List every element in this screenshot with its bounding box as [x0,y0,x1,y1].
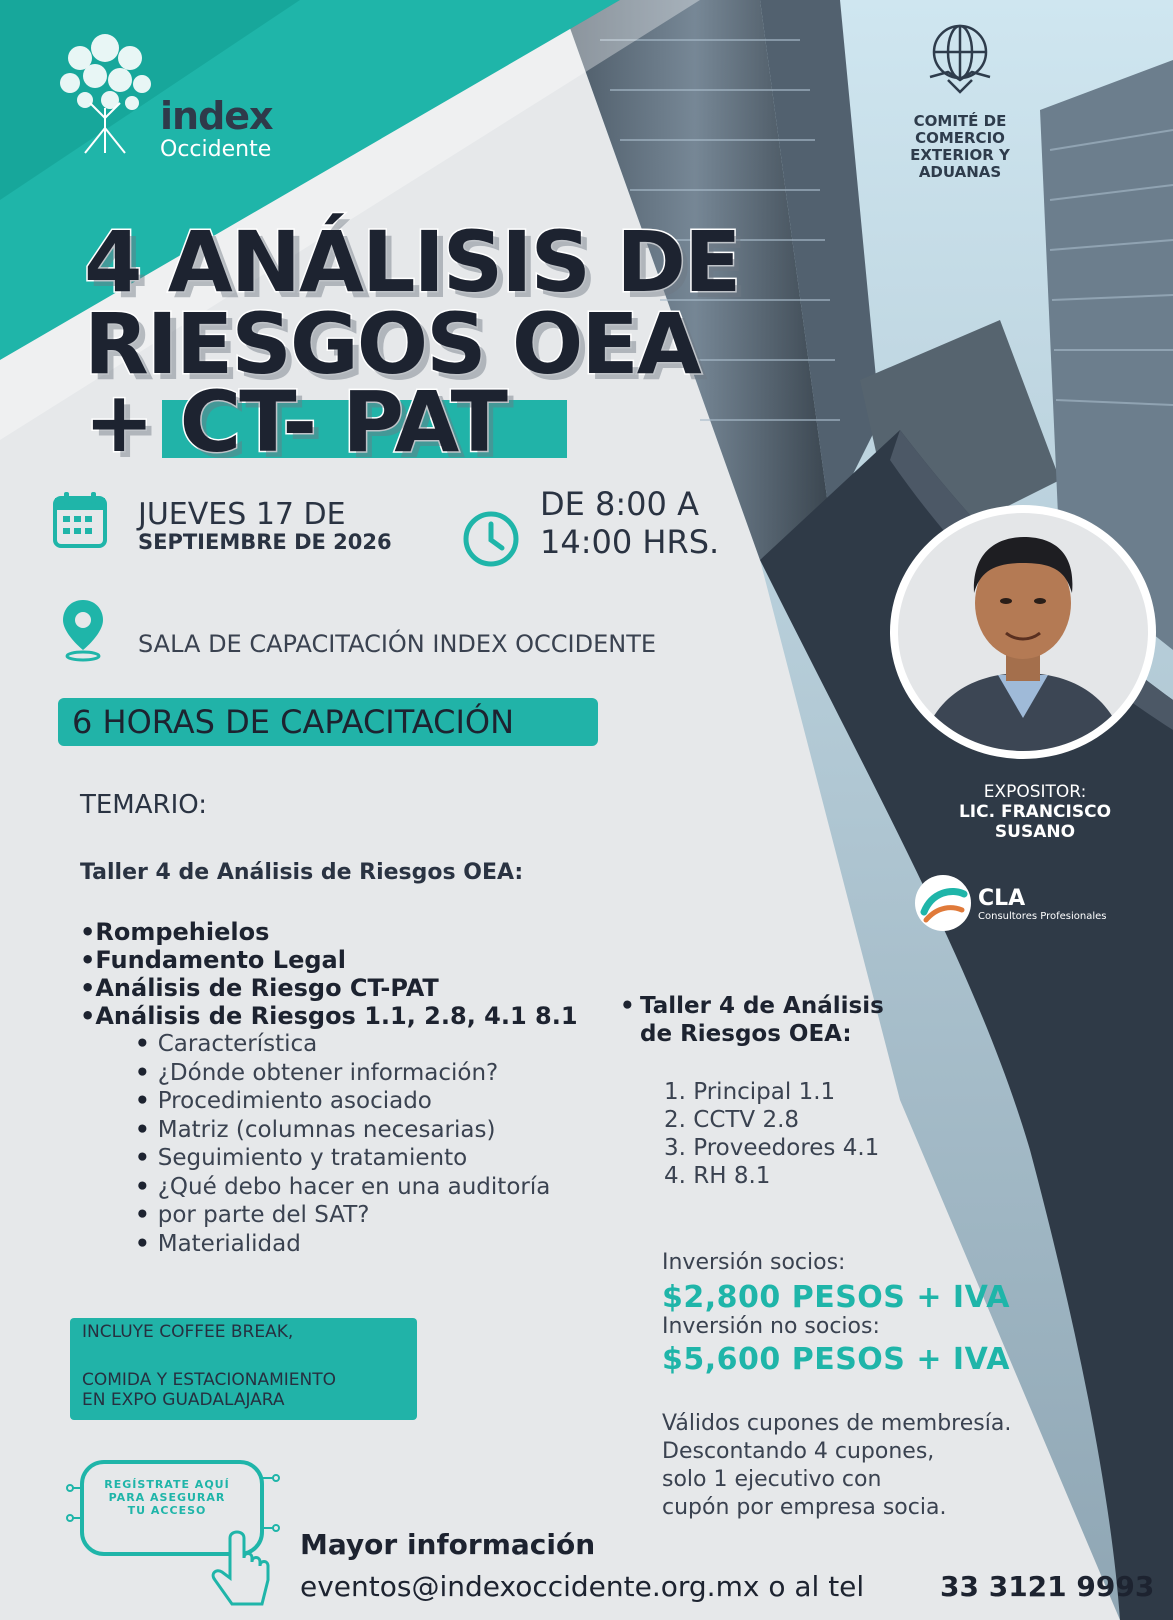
logo-name: index [160,94,273,138]
logo-subtitle: Occidente [160,137,272,162]
list-item: • Matriz (columnas necesarias) [135,1116,550,1145]
list-item: 1. Principal 1.1 [664,1079,836,1105]
list-item: 4. RH 8.1 [664,1163,771,1189]
list-item: • ¿Dónde obtener información? [135,1059,550,1088]
coupon-notes: Válidos cupones de membresía. Descontando 4 cupones, solo 1 ejecutivo con cupón por empresa socia. [662,1411,1012,1520]
price-nonmembers: $5,600 PESOS + IVA [662,1342,1010,1377]
speaker-photo [888,503,1158,761]
speaker-label: EXPOSITOR: [983,782,1087,802]
committee-label: COMITÉ DE COMERCIO EXTERIOR Y ADUANAS [910,112,1010,181]
taller-title: Taller 4 de Análisis de Riesgos OEA: [80,860,524,885]
list-item: • Seguimiento y tratamiento [135,1144,550,1173]
includes-line-1: INCLUYE COFFEE BREAK, [82,1322,294,1342]
list-item: • Análisis de Riesgo CT-PAT [80,974,578,1002]
list-item: • Característica [135,1030,550,1059]
list-item: • Análisis de Riesgos 1.1, 2.8, 4.1 8.1 [80,1002,578,1030]
module-list [664,1078,879,1190]
register-label[interactable]: REGÍSTRATE AQUÍ PARA ASEGURAR TU ACCESO [104,1478,230,1517]
location-pin-icon [60,598,106,662]
calendar-icon [52,490,108,550]
taller2-title: • Taller 4 de Análisis de Riesgos OEA: [640,992,884,1048]
subtopic-list [135,1030,550,1258]
more-info-heading: Mayor información [300,1528,596,1561]
tree-logo-icon [50,28,160,158]
cla-logo-icon [912,872,974,934]
list-item: 2. CCTV 2.8 [664,1107,800,1133]
list-item: • Fundamento Legal [80,946,578,974]
contact-email[interactable]: eventos@indexoccidente.org.mx o al tel [300,1570,865,1603]
contact-phone[interactable]: 33 3121 9993 [940,1570,1155,1603]
list-item: 3. Proveedores 4.1 [664,1135,880,1161]
list-item: • Procedimiento asociado [135,1087,550,1116]
title-line-1: 4 ANÁLISIS DE [84,213,740,311]
list-item: • por parte del SAT? [135,1201,550,1230]
price-members: $2,800 PESOS + IVA [662,1280,1010,1315]
temario-heading: TEMARIO: [80,790,208,820]
event-time-end: 14:00 HRS. [540,523,720,561]
event-date: JUEVES 17 DE [138,497,346,532]
tap-hand-icon [200,1528,280,1618]
list-item: • Materialidad [135,1230,550,1259]
price-label-nonmembers: Inversión no socios: [662,1314,880,1339]
title-line-2: RIESGOS OEA [84,295,700,393]
hours-text: 6 HORAS DE CAPACITACIÓN [72,703,515,741]
partner-subtitle: Consultores Profesionales [978,911,1107,922]
price-label-members: Inversión socios: [662,1250,846,1275]
partner-name: CLA [978,886,1026,911]
list-item: • Rompehielos [80,918,578,946]
title-line-3: + CT- PAT [84,373,506,471]
clock-icon [462,510,520,568]
event-date-sub: SEPTIEMBRE DE 2026 [138,530,392,554]
list-item: • ¿Qué debo hacer en una auditoría [135,1173,550,1202]
event-time-start: DE 8:00 A [540,485,699,523]
handshake-globe-icon [920,22,1000,107]
speaker-name: LIC. FRANCISCO SUSANO [958,802,1112,842]
includes-line-2: COMIDA Y ESTACIONAMIENTO EN EXPO GUADALAJARA [82,1370,336,1410]
topic-list [80,918,578,1030]
event-venue: SALA DE CAPACITACIÓN INDEX OCCIDENTE [138,630,657,658]
